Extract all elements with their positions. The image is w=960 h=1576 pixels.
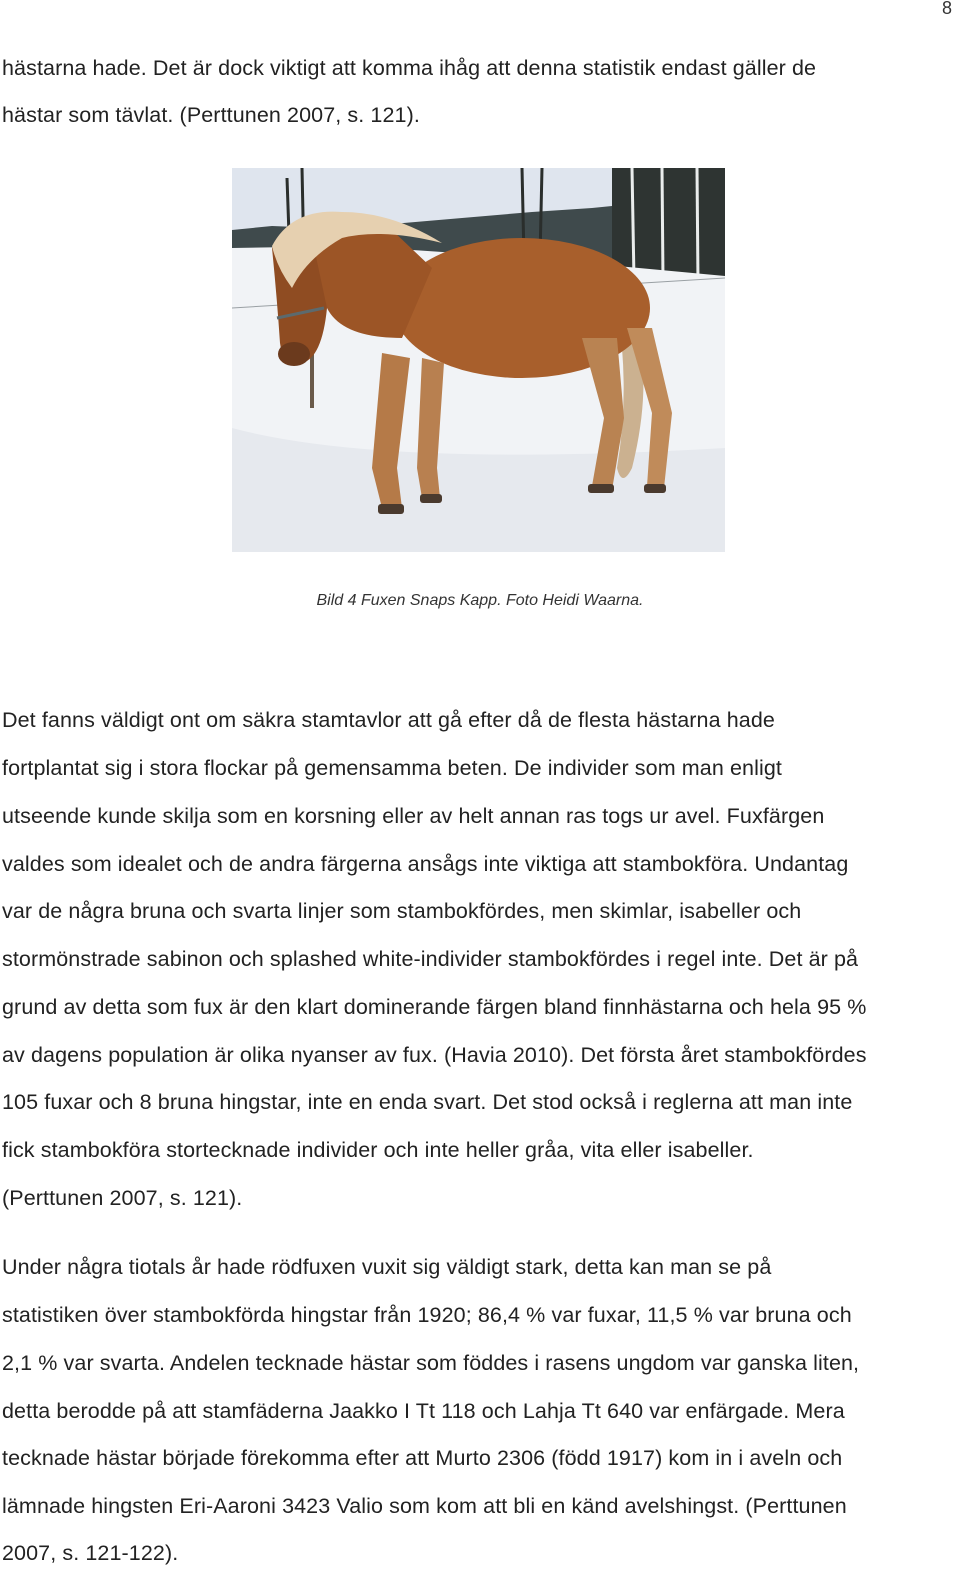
text-line: av dagens population är olika nyanser av fux. (Havia 2010). Det första året stambokfördes	[2, 1043, 867, 1067]
text-line: stormönstrade sabinon och splashed white-individer stambokfördes i regel inte. Det är på	[2, 947, 859, 971]
text-line: grund av detta som fux är den klart dominerande färgen bland finnhästarna och hela 95 %	[2, 995, 867, 1019]
text-line: lämnade hingsten Eri-Aaroni 3423 Valio som kom att bli en känd avelshingst. (Perttunen	[2, 1494, 847, 1518]
text-line: var de några bruna och svarta linjer som stambokfördes, men skimlar, isabeller och	[2, 899, 802, 923]
text-line: fick stambokföra stortecknade individer och inte heller gråa, vita eller isabeller.	[2, 1138, 754, 1162]
page-number: 8	[941, 0, 952, 18]
text-line: tecknade hästar började förekomma efter att Murto 2306 (född 1917) kom in i aveln och	[2, 1446, 843, 1470]
horse-photo	[232, 168, 725, 552]
text-line: hästar som tävlat. (Perttunen 2007, s. 121).	[2, 103, 420, 127]
text-line: hästarna hade. Det är dock viktigt att komma ihåg att denna statistik endast gäller de	[2, 56, 817, 80]
text-line: Det fanns väldigt ont om säkra stamtavlor att gå efter då de flesta hästarna hade	[2, 708, 775, 732]
text-line: utseende kunde skilja som en korsning eller av helt annan ras togs ur avel. Fuxfärgen	[2, 804, 825, 828]
figure-caption: Bild 4 Fuxen Snaps Kapp. Foto Heidi Waarna.	[316, 592, 644, 609]
text-line: 105 fuxar och 8 bruna hingstar, inte en enda svart. Det stod också i reglerna att man inte	[2, 1090, 853, 1114]
text-line: 2,1 % var svarta. Andelen tecknade hästar som föddes i rasens ungdom var ganska liten,	[2, 1351, 860, 1375]
text-line: statistiken över stambokförda hingstar från 1920; 86,4 % var fuxar, 11,5 % var bruna och	[2, 1303, 852, 1327]
text-line: fortplantat sig i stora flockar på gemensamma beten. De individer som man enligt	[2, 756, 782, 780]
text-line: detta berodde på att stamfäderna Jaakko I Tt 118 och Lahja Tt 640 var enfärgade. Mera	[2, 1399, 845, 1423]
text-line: (Perttunen 2007, s. 121).	[2, 1186, 243, 1210]
text-line: 2007, s. 121-122).	[2, 1541, 179, 1565]
text-line: valdes som idealet och de andra färgerna ansågs inte viktiga att stambokföra. Undantag	[2, 852, 849, 876]
text-line: Under några tiotals år hade rödfuxen vuxit sig väldigt stark, detta kan man se på	[2, 1255, 772, 1279]
